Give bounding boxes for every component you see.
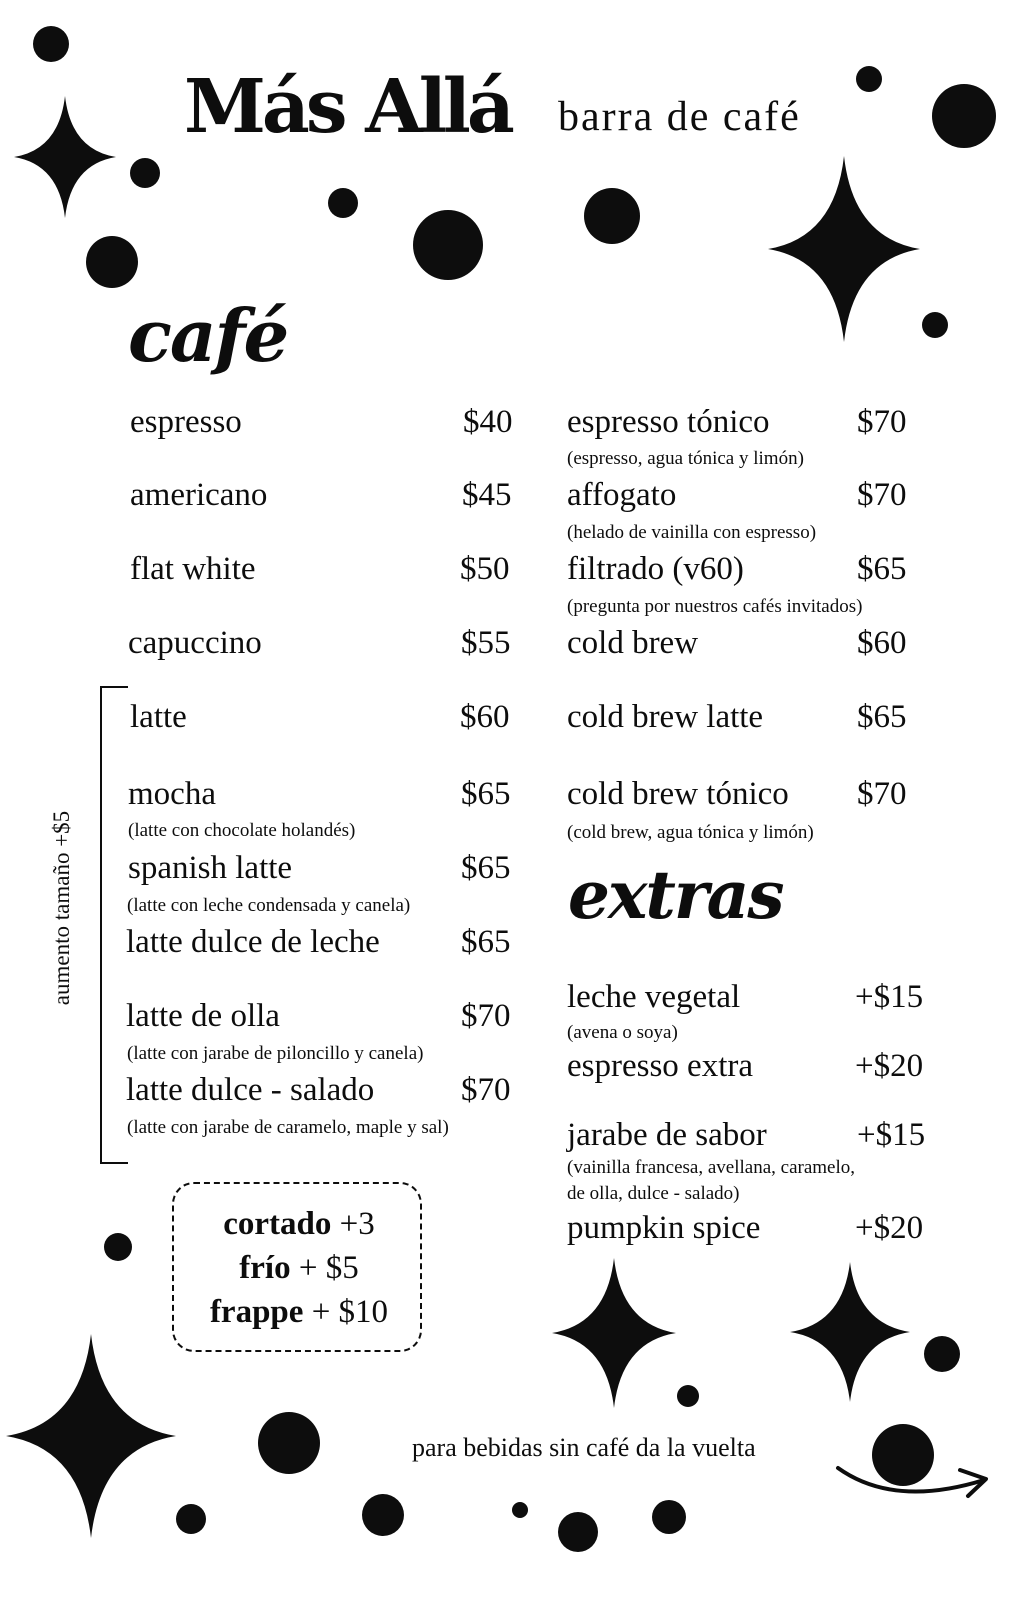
modifier-name: frappe — [209, 1294, 304, 1330]
dot-icon — [130, 158, 160, 188]
menu-item-price: $65 — [461, 924, 511, 960]
drink-modifiers-box — [172, 1182, 422, 1352]
sparkle-star-icon — [14, 96, 116, 218]
dot-icon — [86, 236, 138, 288]
dot-icon — [328, 188, 358, 218]
size-upgrade-bracket — [100, 686, 128, 1164]
menu-item-name: capuccino — [128, 625, 262, 661]
flip-page-note: para bebidas sin café da la vuelta — [412, 1433, 756, 1462]
menu-item-price: $60 — [460, 699, 510, 735]
menu-item-price: $60 — [857, 625, 907, 661]
modifier-price: + $10 — [311, 1294, 389, 1330]
extras-section-title: extras — [568, 856, 783, 934]
extra-item-price: +$20 — [855, 1048, 924, 1084]
menu-item-description: (espresso, agua tónica y limón) — [567, 448, 804, 469]
menu-item-name: espresso tónico — [567, 404, 770, 440]
modifier-row — [174, 1296, 424, 1329]
menu-item-price: $70 — [461, 1072, 511, 1108]
menu-item-name: mocha — [128, 776, 216, 812]
extra-item-description: (avena o soya) — [567, 1022, 678, 1043]
sparkle-star-icon — [6, 1334, 176, 1538]
menu-item-name: latte de olla — [126, 998, 280, 1034]
dot-icon — [584, 188, 640, 244]
modifier-row — [174, 1252, 424, 1285]
menu-item-description: (latte con leche condensada y canela) — [127, 895, 411, 916]
dot-icon — [924, 1336, 960, 1372]
menu-item-price: $40 — [463, 404, 513, 440]
menu-item-price: $65 — [461, 850, 511, 886]
modifier-name: frío — [239, 1250, 291, 1286]
dot-icon — [677, 1385, 699, 1407]
menu-item-name: latte — [130, 699, 187, 735]
dot-icon — [176, 1504, 206, 1534]
dot-icon — [362, 1494, 404, 1536]
extra-item-name: leche vegetal — [567, 979, 741, 1015]
dot-icon — [558, 1512, 598, 1552]
menu-item-name: filtrado (v60) — [567, 551, 744, 587]
sparkle-star-icon — [552, 1258, 676, 1408]
menu-item-name: cold brew — [567, 625, 699, 661]
dot-icon — [413, 210, 483, 280]
dot-icon — [512, 1502, 528, 1518]
menu-item-price: $50 — [460, 551, 510, 587]
dot-icon — [104, 1233, 132, 1261]
dot-icon — [258, 1412, 320, 1474]
sparkle-star-icon — [790, 1262, 910, 1402]
extra-item-description: de olla, dulce - salado) — [567, 1183, 740, 1204]
dot-icon — [932, 84, 996, 148]
dot-icon — [856, 66, 882, 92]
cafe-section-title: café — [128, 293, 288, 378]
sparkle-star-icon — [768, 156, 920, 342]
modifier-price: + $5 — [298, 1250, 359, 1286]
menu-item-price: $65 — [857, 699, 907, 735]
dot-icon — [922, 312, 948, 338]
modifier-row — [174, 1208, 424, 1241]
menu-item-description: (latte con jarabe de caramelo, maple y sal) — [127, 1117, 449, 1138]
extra-item-price: +$15 — [857, 1117, 926, 1153]
menu-item-name: espresso — [130, 404, 242, 440]
menu-item-name: flat white — [130, 551, 256, 587]
menu-item-description: (helado de vainilla con espresso) — [567, 522, 817, 543]
extra-item-name: jarabe de sabor — [567, 1117, 767, 1153]
menu-item-price: $65 — [857, 551, 907, 587]
menu-item-price: $70 — [857, 404, 907, 440]
extra-item-price: +$15 — [855, 979, 924, 1015]
menu-item-price: $45 — [462, 477, 512, 513]
menu-item-price: $65 — [461, 776, 511, 812]
menu-item-price: $70 — [857, 776, 907, 812]
extra-item-price: +$20 — [855, 1210, 924, 1246]
dot-icon — [33, 26, 69, 62]
menu-item-name: americano — [130, 477, 268, 513]
menu-item-name: spanish latte — [128, 850, 293, 886]
menu-item-name: affogato — [567, 477, 677, 513]
menu-item-price: $70 — [461, 998, 511, 1034]
menu-item-name: cold brew latte — [567, 699, 764, 735]
extra-item-name: espresso extra — [567, 1048, 754, 1084]
menu-item-description: (latte con chocolate holandés) — [128, 820, 356, 841]
menu-item-name: cold brew tónico — [567, 776, 789, 812]
menu-item-price: $55 — [461, 625, 511, 661]
menu-item-description: (latte con jarabe de piloncillo y canela) — [127, 1043, 424, 1064]
size-upgrade-note: aumento tamaño +$5 — [49, 810, 74, 1006]
menu-item-price: $70 — [857, 477, 907, 513]
brand-name: Más Allá — [184, 64, 511, 150]
menu-item-description: (pregunta por nuestros cafés invitados) — [567, 596, 863, 617]
dot-icon — [652, 1500, 686, 1534]
menu-item-description: (cold brew, agua tónica y limón) — [567, 822, 814, 843]
extra-item-description: (vainilla francesa, avellana, caramelo, — [567, 1157, 855, 1178]
brand-subtitle: barra de café — [558, 94, 801, 140]
curved-arrow-icon — [834, 1462, 994, 1508]
modifier-price: +3 — [339, 1206, 375, 1242]
menu-item-name: latte dulce de leche — [126, 924, 380, 960]
extra-item-name: pumpkin spice — [567, 1210, 761, 1246]
modifier-name: cortado — [223, 1206, 332, 1242]
menu-item-name: latte dulce - salado — [126, 1072, 375, 1108]
